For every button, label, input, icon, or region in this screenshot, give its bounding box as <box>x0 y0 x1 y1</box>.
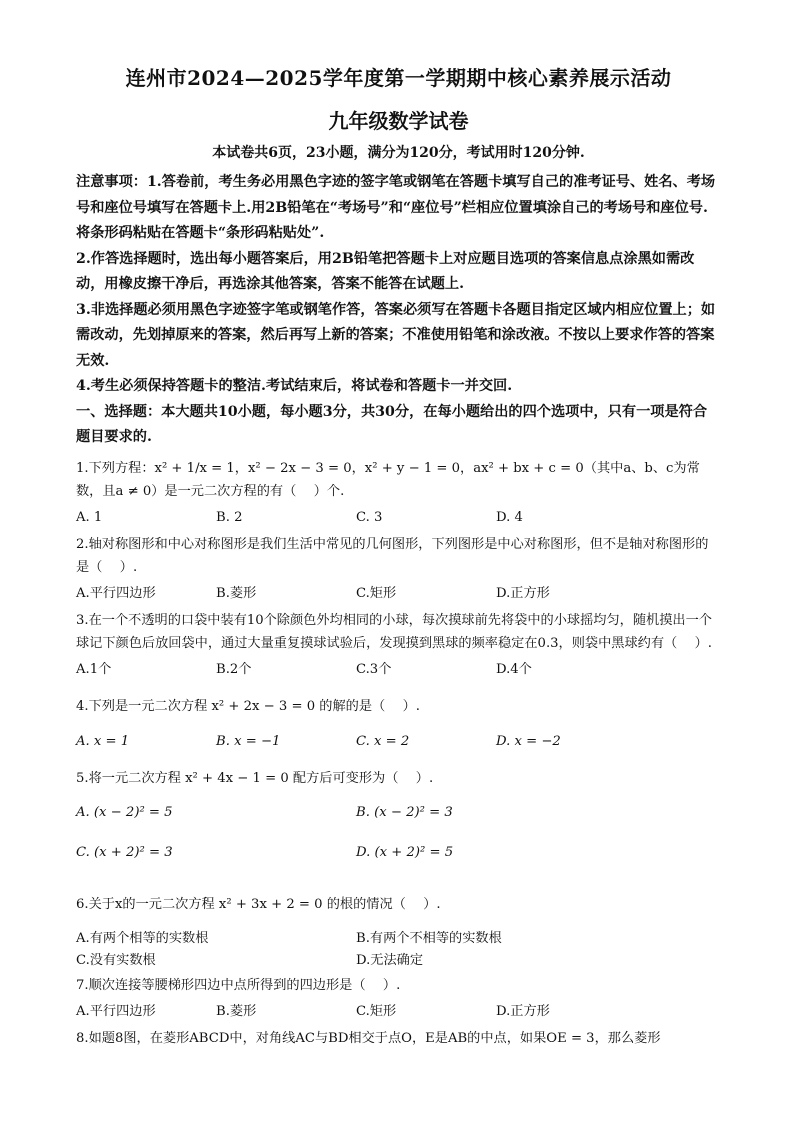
question-8: 8.如题8图，在菱形ABCD中，对角线AC与BD相交于点O，E是AB的中点，如果OE = 3，那么菱形 <box>76 1030 661 1046</box>
question-7: 7.顺次连接等腰梯形四边中点所得到的四边形是（ ）. <box>76 978 401 993</box>
option-b[interactable]: B.菱形 <box>216 1003 257 1019</box>
exam-title: 连州市2024—2025学年度第一学期期中核心素养展示活动 <box>125 66 672 90</box>
section-heading: 一、选择题：本大题共10小题，每小题3分，共30分，在每小题给出的四个选项中，只有一项是符合题目要求的. <box>76 403 708 445</box>
option-d[interactable]: D.无法确定 <box>356 953 424 968</box>
question-4-options <box>76 730 721 753</box>
note-4: 4.考生必须保持答题卡的整洁.考试结束后，将试卷和答题卡一并交回. <box>76 378 513 394</box>
option-a[interactable]: A. (x − 2)² = 5 <box>76 804 173 820</box>
exam-subtitle: 九年级数学试卷 <box>328 109 469 133</box>
exam-page <box>76 62 721 1050</box>
note-3: 3.非选择题必须用黑色字迹签字笔或钢笔作答，答案必须写在答题卡各题目指定区域内相应位置上；如需改动，先划掉原来的答案，然后再写上新的答案；不准使用铅笔和涂改液。不按以上要求作答的答案无效. <box>76 301 716 369</box>
option-c[interactable]: C. x = 2 <box>356 734 410 749</box>
question-6-options <box>76 928 721 972</box>
exam-meta: 本试卷共6页，23小题，满分为120分，考试用时120分钟. <box>212 145 585 161</box>
question-4: 4.下列是一元二次方程 x² + 2x − 3 = 0 的解的是（ ）. <box>76 698 420 714</box>
option-d[interactable]: D. x = −2 <box>496 734 561 749</box>
question-3-options <box>76 658 721 681</box>
option-c[interactable]: C.矩形 <box>356 585 397 601</box>
question-1-options <box>76 506 721 529</box>
note-2: 2.作答选择题时，选出每小题答案后，用2B铅笔把答题卡上对应题目选项的答案信息点涂黑如需改动，用橡皮擦干净后，再选涂其他答案，答案不能答在试题上. <box>76 250 695 292</box>
option-c[interactable]: C. (x + 2)² = 3 <box>76 844 173 860</box>
option-d[interactable]: D.4个 <box>496 661 532 677</box>
option-b[interactable]: B. x = −1 <box>216 734 281 749</box>
option-a[interactable]: A.平行四边形 <box>76 1003 156 1019</box>
question-6: 6.关于x的一元二次方程 x² + 3x + 2 = 0 的根的情况（ ）. <box>76 896 441 912</box>
option-d[interactable]: D.正方形 <box>496 1003 550 1019</box>
option-c[interactable]: C.没有实数根 <box>76 953 156 968</box>
question-5: 5.将一元二次方程 x² + 4x − 1 = 0 配方后可变形为（ ）. <box>76 771 434 786</box>
option-a[interactable]: A. 1 <box>76 509 103 525</box>
question-3: 3.在一个不透明的口袋中装有10个除颜色外均相同的小球，每次摸球前先将袋中的小球摇均匀，随机摸出一个球记下颜色后放回袋中，通过大量重复摸球试验后，发现摸到黑球的频率稳定在0.3，则袋中黑球约有（ ）. <box>76 612 712 651</box>
question-5-options <box>76 793 721 873</box>
option-c[interactable]: C. 3 <box>356 509 383 525</box>
option-d[interactable]: D. 4 <box>496 509 523 525</box>
question-2-options <box>76 582 721 605</box>
option-c[interactable]: C.矩形 <box>356 1003 397 1019</box>
option-d[interactable]: D.正方形 <box>496 585 550 601</box>
question-2: 2.轴对称图形和中心对称图形是我们生活中常见的几何图形，下列图形是中心对称图形，但不是轴对称图形的是（ ）. <box>76 536 709 575</box>
option-c[interactable]: C.3个 <box>356 661 392 677</box>
option-a[interactable]: A.有两个相等的实数根 <box>76 931 209 946</box>
option-a[interactable]: A.1个 <box>76 661 112 677</box>
question-1: 1.下列方程：x² + 1/x = 1，x² − 2x − 3 = 0，x² + y − 1 = 0，ax² + bx + c = 0（其中a、b、c为常数，且a ≠ 0）是一元二次方程的有（ ）个. <box>76 460 700 499</box>
note-1: 注意事项：1.答卷前，考生务必用黑色字迹的签字笔或钢笔在答题卡填写自己的准考证号、姓名、考场号和座位号填写在答题卡上.用2B铅笔在“考场号”和“座位号”栏相应位置填涂自己的考场号和座位号.将条形码粘贴在答题卡“条形码粘贴处”. <box>76 174 716 241</box>
option-b[interactable]: B.有两个不相等的实数根 <box>356 931 502 946</box>
option-b[interactable]: B.菱形 <box>216 585 257 601</box>
option-a[interactable]: A. x = 1 <box>76 734 130 749</box>
option-b[interactable]: B.2个 <box>216 661 252 677</box>
question-7-options <box>76 1000 721 1023</box>
option-a[interactable]: A.平行四边形 <box>76 585 156 601</box>
option-b[interactable]: B. 2 <box>216 509 243 525</box>
option-d[interactable]: D. (x + 2)² = 5 <box>356 844 454 860</box>
option-b[interactable]: B. (x − 2)² = 3 <box>356 804 453 820</box>
